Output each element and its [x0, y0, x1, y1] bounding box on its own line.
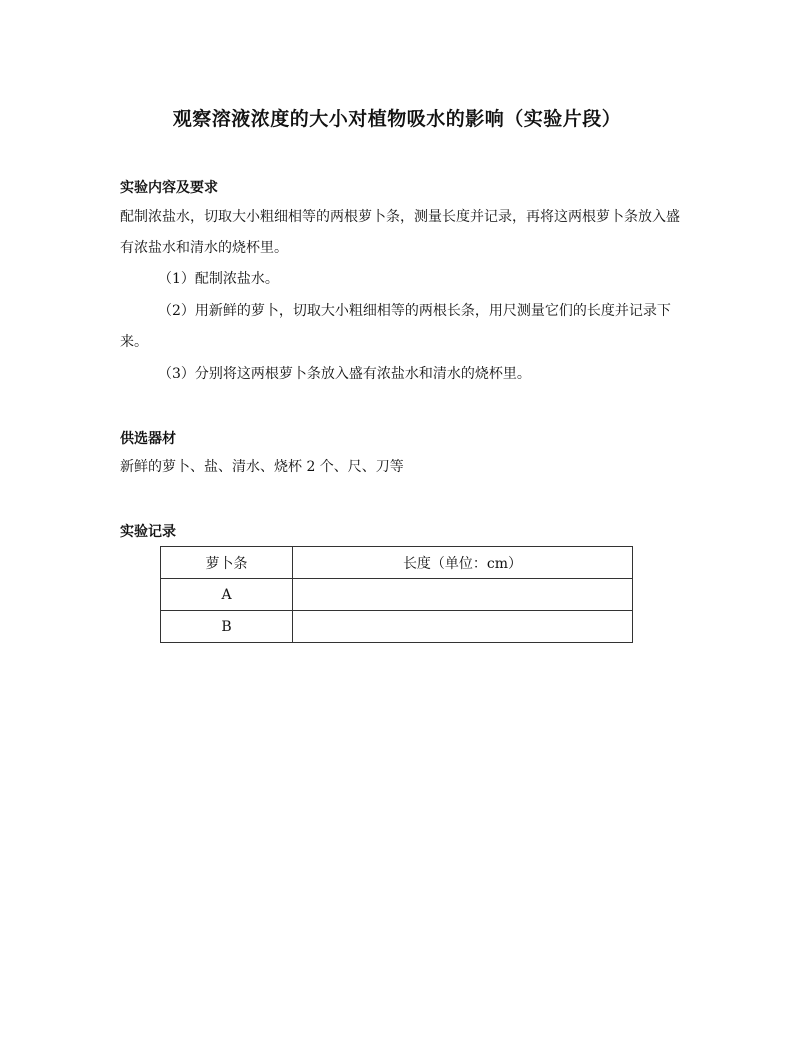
table-header-cell: 萝卜条 — [161, 547, 293, 579]
step-3: （3）分别将这两根萝卜条放入盛有浓盐水和清水的烧杯里。 — [158, 366, 531, 382]
section-heading-content: 实验内容及要求 — [120, 180, 218, 196]
table-header-cell: 长度（单位：cm） — [293, 547, 633, 579]
section-heading-record: 实验记录 — [120, 524, 176, 540]
table-header-row — [161, 547, 633, 579]
table-cell: A — [161, 579, 293, 611]
table-row — [161, 611, 633, 643]
record-table — [160, 546, 633, 643]
table-cell-empty — [293, 611, 633, 643]
step-1: （1）配制浓盐水。 — [158, 271, 279, 287]
table-row — [161, 579, 633, 611]
section-heading-materials: 供选器材 — [120, 431, 176, 447]
table-cell-empty — [293, 579, 633, 611]
materials-list: 新鲜的萝卜、盐、清水、烧杯 2 个、尺、刀等 — [120, 459, 404, 475]
content-intro-paragraph: 配制浓盐水，切取大小粗细相等的两根萝卜条，测量长度并记录，再将这两根萝卜条放入盛有浓盐水和清水的烧杯里。 — [120, 209, 680, 256]
step-2: （2）用新鲜的萝卜，切取大小粗细相等的两根长条，用尺测量它们的长度并记录下来。 — [120, 303, 671, 350]
document-title: 观察溶液浓度的大小对植物吸水的影响（实验片段） — [172, 108, 622, 130]
table-cell: B — [161, 611, 293, 643]
